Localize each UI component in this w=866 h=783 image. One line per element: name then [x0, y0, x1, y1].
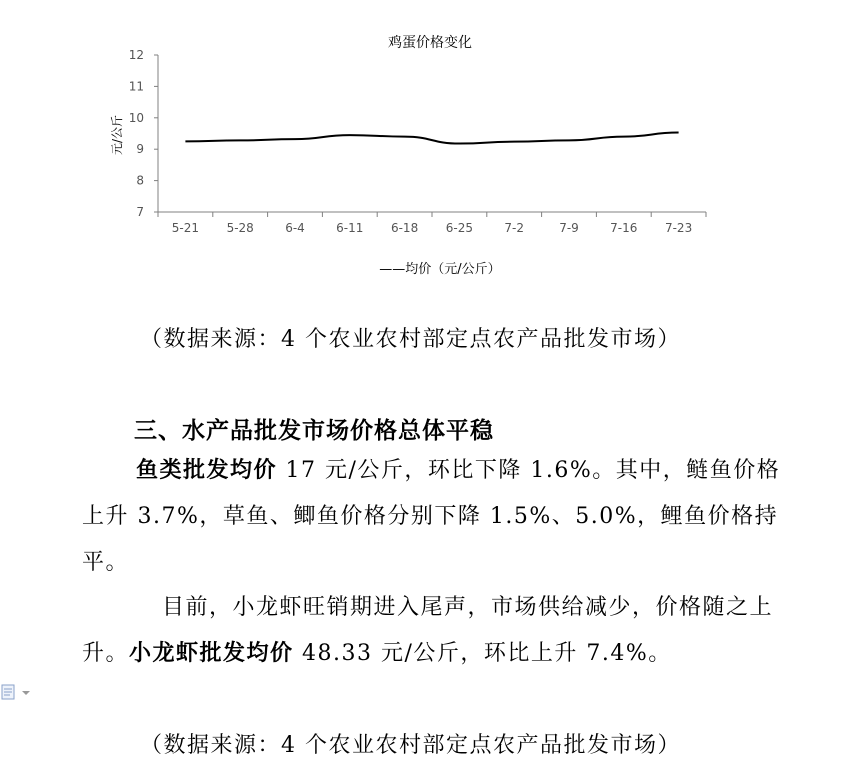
document-icon[interactable] [0, 683, 34, 703]
x-tick-label: 6-11 [336, 221, 364, 235]
chart-series [185, 132, 678, 143]
chart-title: 鸡蛋价格变化 [388, 35, 472, 51]
y-tick-label: 10 [128, 110, 144, 125]
y-tick-label: 11 [128, 79, 144, 94]
x-tick-label: 7-16 [610, 221, 638, 235]
series-line [185, 133, 678, 144]
chart-y-axis-label: 元/公斤 [110, 114, 124, 156]
crayfish-price-lead: 小龙虾批发均价 [129, 641, 294, 666]
x-tick-label: 6-25 [445, 221, 474, 235]
y-tick-label: 8 [136, 173, 144, 188]
egg-price-chart [0, 0, 866, 300]
fish-price-lead: 鱼类批发均价 [136, 458, 278, 483]
crayfish-text-2: 48.33 元/公斤，环比上升 7.4%。 [293, 641, 672, 666]
crayfish-paragraph [82, 585, 782, 677]
crayfish-text-1: 目前，小龙虾旺销期进入尾声，市场供给减少，价格随之上升。 [82, 595, 774, 666]
chart-legend: ——均价（元/公斤） [379, 262, 501, 277]
x-tick-label: 5-28 [226, 221, 254, 235]
x-tick-label: 5-21 [171, 221, 200, 235]
x-tick-label: 7-2 [504, 221, 525, 235]
y-tick-label: 12 [128, 48, 144, 62]
x-tick-label: 7-9 [559, 221, 579, 235]
fish-price-paragraph [82, 448, 782, 586]
x-tick-label: 7-23 [664, 221, 693, 235]
y-tick-label: 9 [136, 142, 144, 157]
data-source-note-2: （数据来源：4 个农业农村部定点农产品批发市场） [140, 733, 681, 758]
chart-axes [158, 55, 706, 212]
section-heading: 三、水产品批发市场价格总体平稳 [134, 418, 494, 444]
chart-svg [0, 0, 866, 300]
x-tick-label: 6-18 [390, 221, 419, 235]
y-tick-label: 7 [136, 205, 144, 219]
data-source-note: （数据来源：4 个农业农村部定点农产品批发市场） [140, 327, 681, 352]
fish-price-text: 17 元/公斤，环比下降 1.6%。其中，鲢鱼价格上升 3.7%，草鱼、鲫鱼价格分别下降 1.5%、5.0%，鲤鱼价格持平。 [82, 458, 781, 575]
x-tick-label: 6-4 [285, 221, 305, 235]
